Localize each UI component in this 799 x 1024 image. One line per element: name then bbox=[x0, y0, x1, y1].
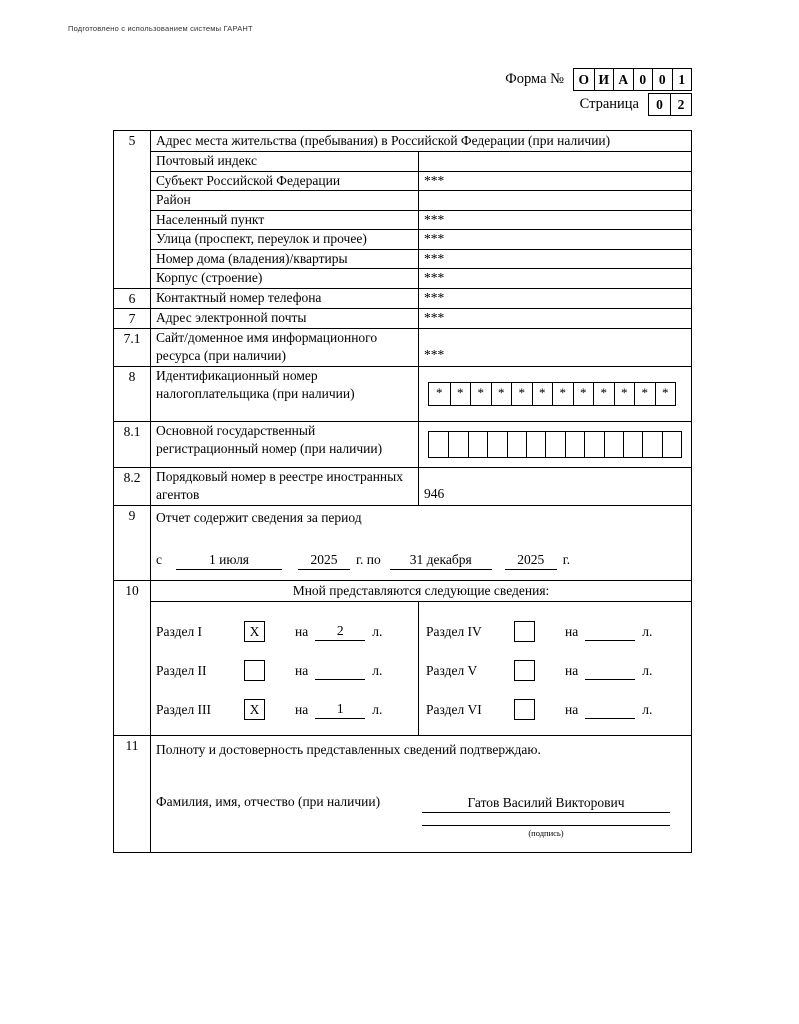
confirmation-title: Полноту и достоверность представленных сведений подтверждаю. bbox=[156, 741, 541, 757]
razdel-label: Раздел I bbox=[156, 623, 203, 639]
inn-digit-cell: * bbox=[470, 383, 491, 405]
period-to-day: 31 декабря bbox=[390, 551, 492, 570]
razdel-3-checkbox: X bbox=[244, 699, 265, 720]
section-5-title: Адрес места жительства (пребывания) в Российской Федерации (при наличии) bbox=[156, 133, 611, 148]
field-row-region bbox=[151, 171, 691, 191]
field-value: *** bbox=[424, 309, 445, 325]
form-code-cell: 0 bbox=[652, 69, 672, 90]
ogrn-digit-cell bbox=[526, 432, 545, 457]
na-label: на bbox=[295, 662, 309, 678]
ogrn-digit-cell bbox=[545, 432, 564, 457]
field-value: *** bbox=[424, 250, 445, 266]
razdel-1-sheets: 2 bbox=[315, 622, 365, 641]
form-code-cell: О bbox=[578, 71, 589, 87]
field-value: *** bbox=[424, 172, 445, 188]
field-label: Район bbox=[151, 191, 419, 210]
field-row-street bbox=[151, 229, 691, 249]
inn-digit-cell: * bbox=[593, 383, 614, 405]
ogrn-digit-cell bbox=[487, 432, 506, 457]
razdel-3-row bbox=[156, 699, 418, 721]
fio-label: Фамилия, имя, отчество (при наличии) bbox=[156, 793, 381, 809]
ogrn-digit-cell bbox=[429, 432, 448, 457]
ogrn-digit-cell bbox=[604, 432, 623, 457]
sheets-label: л. bbox=[642, 662, 653, 678]
section-7-email bbox=[114, 308, 691, 328]
section-7-1-website bbox=[114, 328, 691, 366]
period-to-year: 2025 bbox=[505, 551, 557, 570]
row-number: 8 bbox=[114, 367, 151, 421]
inn-digit-cell: * bbox=[655, 383, 676, 405]
razdel-label: Раздел VI bbox=[426, 701, 482, 717]
period-title: Отчет содержит сведения за период bbox=[156, 509, 362, 525]
inn-digit-cell: * bbox=[614, 383, 635, 405]
page-code-cell: 2 bbox=[670, 94, 691, 115]
razdel-5-sheets bbox=[585, 661, 635, 680]
row-number: 8.2 bbox=[114, 468, 151, 505]
na-label: на bbox=[565, 623, 579, 639]
inn-digit-cell: * bbox=[532, 383, 553, 405]
sections-right-column bbox=[419, 602, 691, 735]
razdel-4-row bbox=[426, 621, 691, 643]
section-5-address bbox=[114, 131, 691, 288]
field-value: *** bbox=[424, 270, 445, 285]
field-label: Основной государственный регистрационный номер (при наличии) bbox=[151, 422, 419, 467]
garant-note: Подготовлено с использованием системы ГАРАНТ bbox=[68, 24, 253, 33]
inn-comb-field bbox=[419, 367, 691, 421]
period-line bbox=[156, 551, 686, 570]
razdel-3-sheets: 1 bbox=[315, 700, 365, 719]
period-from-day: 1 июля bbox=[176, 551, 282, 570]
razdel-1-row bbox=[156, 621, 418, 643]
form-header bbox=[505, 68, 692, 116]
inn-digit-cell: * bbox=[573, 383, 594, 405]
inn-digit-cell: * bbox=[552, 383, 573, 405]
inn-boxes bbox=[428, 382, 676, 406]
field-label: Идентификационный номер налогоплательщика (при наличии) bbox=[151, 367, 419, 421]
ogrn-comb-field bbox=[419, 422, 691, 467]
field-label: Контактный номер телефона bbox=[151, 289, 419, 308]
row-number: 8.1 bbox=[114, 422, 151, 467]
form-code-cell: 1 bbox=[672, 69, 692, 90]
section-11-confirmation bbox=[114, 735, 691, 852]
field-label: Почтовый индекс bbox=[151, 152, 419, 171]
form-number-label: Форма № bbox=[505, 71, 564, 87]
ogrn-digit-cell bbox=[565, 432, 584, 457]
field-value bbox=[419, 152, 691, 171]
ogrn-digit-cell bbox=[507, 432, 526, 457]
field-value: *** bbox=[424, 289, 445, 305]
ogrn-boxes bbox=[428, 431, 682, 458]
period-middle: г. по bbox=[356, 551, 381, 567]
fio-signature-block bbox=[422, 794, 670, 838]
field-label: Порядковый номер в реестре иностранных агентов bbox=[151, 468, 419, 505]
inn-digit-cell: * bbox=[491, 383, 512, 405]
field-value: *** bbox=[424, 231, 445, 246]
razdel-2-row bbox=[156, 660, 418, 682]
ogrn-digit-cell bbox=[468, 432, 487, 457]
field-row-building bbox=[151, 268, 691, 288]
period-prefix: с bbox=[156, 551, 162, 567]
page-code-cell: 0 bbox=[656, 96, 663, 112]
period-from-year: 2025 bbox=[298, 551, 350, 570]
na-label: на bbox=[295, 701, 309, 717]
form-table bbox=[113, 130, 692, 853]
field-row-district bbox=[151, 190, 691, 210]
razdel-label: Раздел IV bbox=[426, 623, 482, 639]
razdel-label: Раздел II bbox=[156, 662, 207, 678]
row-number: 7.1 bbox=[114, 329, 151, 366]
inn-digit-cell: * bbox=[634, 383, 655, 405]
ogrn-digit-cell bbox=[584, 432, 603, 457]
section-10-contents bbox=[114, 580, 691, 735]
razdel-2-sheets bbox=[315, 661, 365, 680]
razdel-5-row bbox=[426, 660, 691, 682]
sheets-label: л. bbox=[372, 662, 383, 678]
inn-digit-cell: * bbox=[511, 383, 532, 405]
row-number: 5 bbox=[114, 131, 151, 288]
razdel-4-sheets bbox=[585, 622, 635, 641]
field-label: Корпус (строение) bbox=[151, 269, 419, 288]
form-code-cell: 0 bbox=[633, 69, 653, 90]
na-label: на bbox=[565, 662, 579, 678]
form-code-strip bbox=[573, 68, 692, 91]
row-number: 9 bbox=[114, 506, 151, 580]
section-8-1-ogrn bbox=[114, 421, 691, 467]
field-row-postal-index bbox=[151, 151, 691, 171]
field-value bbox=[419, 191, 691, 210]
razdel-6-checkbox bbox=[514, 699, 535, 720]
inn-digit-cell: * bbox=[436, 385, 443, 401]
signature-line bbox=[422, 813, 670, 826]
razdel-6-sheets bbox=[585, 700, 635, 719]
section-9-period bbox=[114, 505, 691, 580]
form-code-cell: И bbox=[594, 69, 614, 90]
sheets-label: л. bbox=[372, 623, 383, 639]
field-label: Субъект Российской Федерации bbox=[151, 172, 419, 191]
field-label: Номер дома (владения)/квартиры bbox=[151, 250, 419, 269]
sheets-label: л. bbox=[642, 623, 653, 639]
row-number: 10 bbox=[114, 581, 151, 735]
signature-caption: (подпись) bbox=[528, 827, 564, 838]
razdel-label: Раздел V bbox=[426, 662, 478, 678]
ogrn-digit-cell bbox=[623, 432, 642, 457]
sheets-label: л. bbox=[372, 701, 383, 717]
section-8-2-registry-number bbox=[114, 467, 691, 505]
razdel-1-checkbox: X bbox=[244, 621, 265, 642]
razdel-2-checkbox bbox=[244, 660, 265, 681]
page-number-label: Страница bbox=[579, 96, 639, 112]
row-number: 11 bbox=[114, 736, 151, 852]
ogrn-digit-cell bbox=[662, 432, 681, 457]
section-10-title: Мной представляются следующие сведения: bbox=[151, 581, 691, 602]
razdel-label: Раздел III bbox=[156, 701, 212, 717]
field-label: Адрес электронной почты bbox=[151, 309, 419, 328]
ogrn-digit-cell bbox=[448, 432, 467, 457]
row-number: 7 bbox=[114, 309, 151, 328]
section-6-phone bbox=[114, 288, 691, 308]
field-value: *** bbox=[424, 211, 445, 227]
na-label: на bbox=[295, 623, 309, 639]
razdel-6-row bbox=[426, 699, 691, 721]
ogrn-digit-cell bbox=[642, 432, 661, 457]
section-8-inn bbox=[114, 366, 691, 421]
field-label: Улица (проспект, переулок и прочее) bbox=[151, 230, 419, 249]
field-label: Сайт/доменное имя информационного ресурса (при наличии) bbox=[151, 329, 419, 366]
field-row-settlement bbox=[151, 210, 691, 230]
razdel-4-checkbox bbox=[514, 621, 535, 642]
field-row-house-number bbox=[151, 249, 691, 269]
inn-digit-cell: * bbox=[450, 383, 471, 405]
row-number: 6 bbox=[114, 289, 151, 308]
form-code-cell: А bbox=[613, 69, 633, 90]
sheets-label: л. bbox=[642, 701, 653, 717]
page-code-strip bbox=[648, 93, 692, 116]
na-label: на bbox=[565, 701, 579, 717]
form-number-row bbox=[505, 68, 692, 91]
field-label: Населенный пункт bbox=[151, 211, 419, 230]
page-number-row bbox=[505, 93, 692, 116]
field-value: *** bbox=[424, 347, 445, 362]
field-value: 946 bbox=[424, 486, 445, 501]
razdel-5-checkbox bbox=[514, 660, 535, 681]
sections-left-column bbox=[151, 602, 419, 735]
period-suffix: г. bbox=[562, 551, 571, 567]
fio-name: Гатов Василий Викторович bbox=[422, 794, 670, 813]
